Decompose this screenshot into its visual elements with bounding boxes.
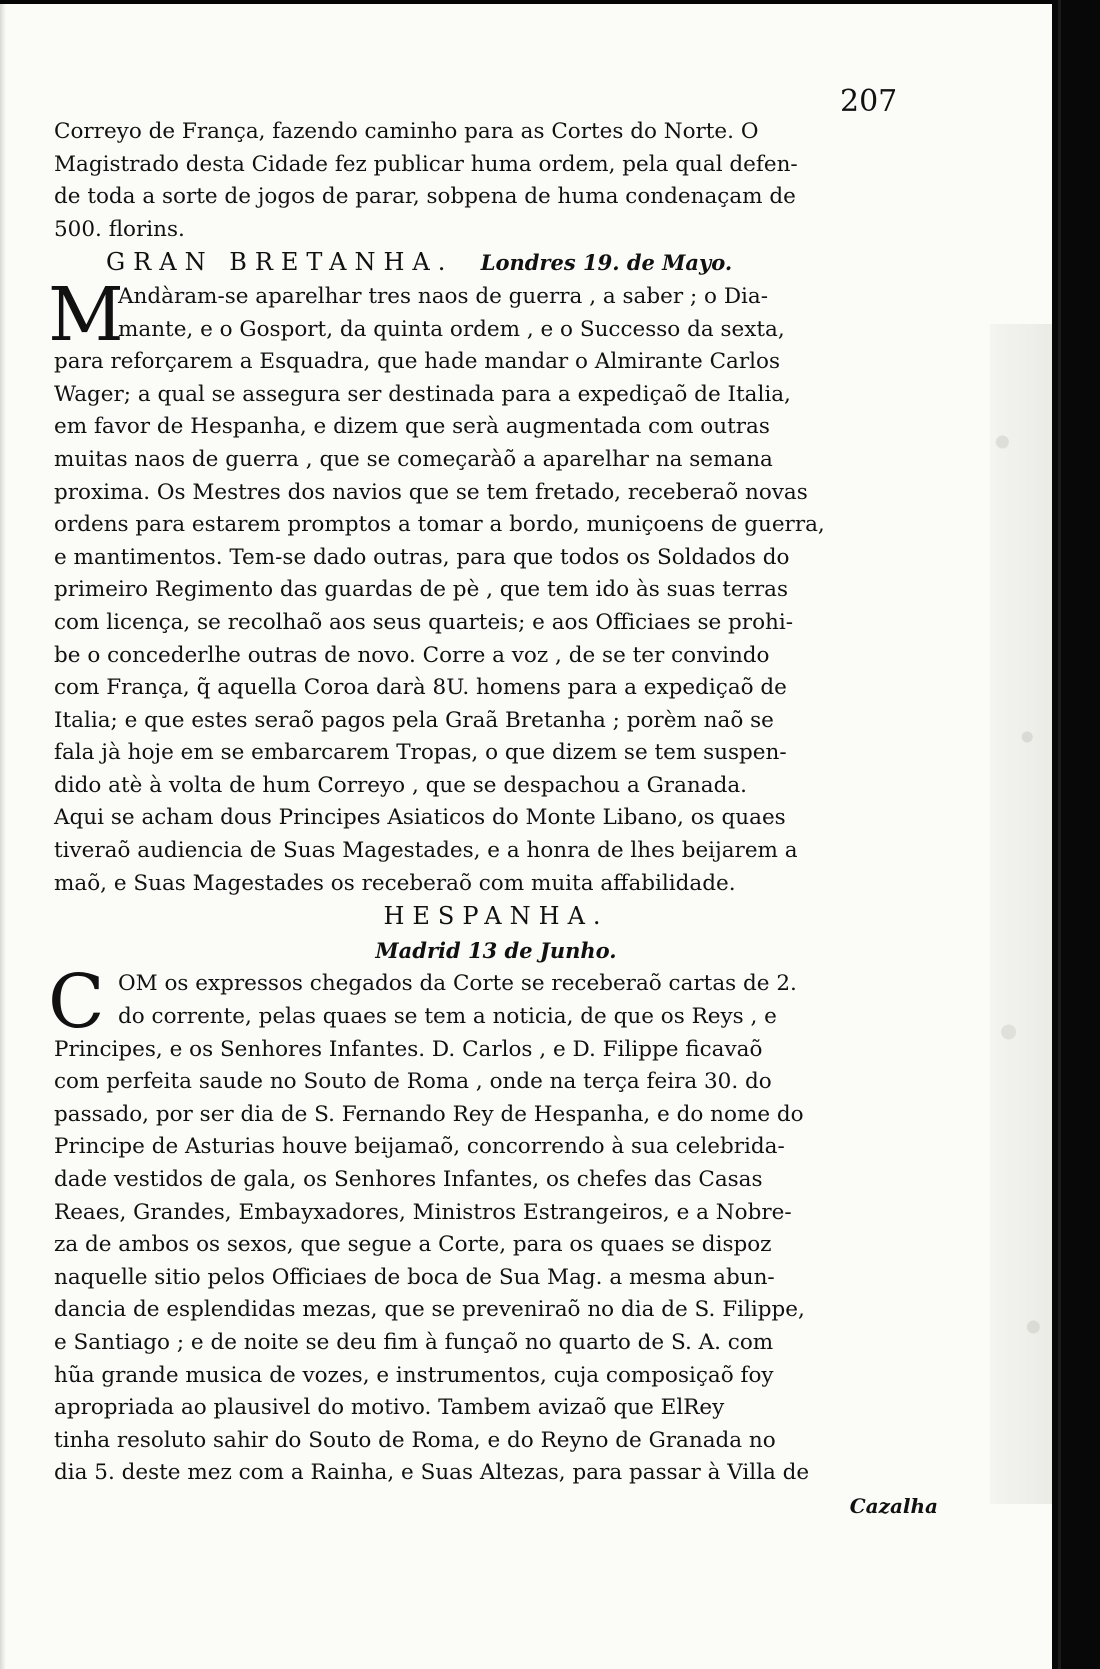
section-2-line: passado, por ser dia de S. Fernando Rey de Hespanha, e do nome do — [54, 1101, 804, 1127]
section-dateline: Madrid 13 de Junho. — [375, 937, 617, 963]
section-1-line: proxima. Os Mestres dos navios que se tem fretado, receberaõ novas — [54, 479, 808, 505]
page-number: 207 — [840, 84, 898, 119]
section-1-line: Wager; a qual se assegura ser destinada para a expediçaõ de Italia, — [54, 381, 791, 407]
section-heading-gran-bretanha — [54, 246, 938, 281]
section-1-line: fala jà hoje em se embarcarem Tropas, o que dizem se tem suspen- — [54, 740, 787, 766]
section-dateline-row — [54, 935, 938, 969]
section-2-line: Reaes, Grandes, Embayxadores, Ministros Estrangeiros, e a Nobre- — [54, 1199, 792, 1225]
section-title: HESPANHA. — [383, 902, 609, 931]
section-2-line: za de ambos os sexos, que segue a Corte, para os quaes se dispoz — [54, 1232, 772, 1258]
section-2-line: apropriada ao plausivel do motivo. Tambem avizaõ que ElRey — [54, 1395, 725, 1421]
article-body — [48, 116, 938, 1523]
section-2-line: do corrente, pelas quaes se tem a noticia, de que os Reys , e — [118, 1004, 777, 1030]
section-2-line: hũa grande musica de vozes, e instrumentos, cuja composiçaõ foy — [54, 1362, 774, 1388]
section-1-line: Andàram-se aparelhar tres naos de guerra , a saber ; o Dia- — [118, 283, 769, 309]
section-title: GRAN BRETANHA. — [106, 248, 454, 277]
section-2-line: dancia de esplendidas mezas, que se preveniraõ no dia de S. Filippe, — [54, 1297, 805, 1323]
section-2-line: Principes, e os Senhores Infantes. D. Carlos , e D. Filippe ficavaõ — [54, 1036, 763, 1062]
section-1-line: e mantimentos. Tem-se dado outras, para que todos os Soldados do — [54, 544, 790, 570]
paragraph-1-line: Correyo de França, fazendo caminho para as Cortes do Norte. O — [54, 119, 759, 144]
section-heading-hespanha — [54, 900, 938, 935]
section-1-line: ordens para estarem promptos a tomar a bordo, muniçoens de guerra, — [54, 512, 825, 538]
section-1-line: com licença, se recolhaõ aos seus quarteis; e aos Officiaes se prohi- — [54, 609, 794, 635]
section-2-line: OM os expressos chegados da Corte se receberaõ cartas de 2. — [118, 971, 797, 997]
drop-cap-letter: M — [48, 271, 124, 358]
show-through-bleed — [990, 324, 1052, 1504]
section-2-line: naquelle sitio pelos Officiaes de boca de Sua Mag. a mesma abun- — [54, 1264, 775, 1290]
paragraph-1-line: 500. florins. — [54, 216, 185, 242]
section-1-line: muitas naos de guerra , que se começaràõ a aparelhar na semana — [54, 446, 773, 472]
scan-dark-margin — [1052, 0, 1100, 1669]
section-1-line: mante, e o Gosport, da quinta ordem , e o Successo da sexta, — [118, 316, 785, 342]
section-2-line: dia 5. deste mez com a Rainha, e Suas Altezas, para passar à Villa de — [54, 1460, 810, 1486]
section-1-line: para reforçarem a Esquadra, que hade mandar o Almirante Carlos — [54, 349, 780, 375]
section-1-line: tiveraõ audiencia de Suas Magestades, e a honra de lhes beijarem a — [54, 838, 798, 864]
section-1-line: Aqui se acham dous Principes Asiaticos do Monte Libano, os quaes — [54, 805, 786, 831]
section-1-line: primeiro Regimento das guardas de pè , que tem ido às suas terras — [54, 577, 788, 603]
section-1-line: dido atè à volta de hum Correyo , que se despachou a Granada. — [54, 772, 747, 798]
section-2-line: e Santiago ; e de noite se deu fim à funçaõ no quarto de S. A. com — [54, 1329, 774, 1355]
catchword: Cazalha — [849, 1493, 938, 1518]
section-2-line: dade vestidos de gala, os Senhores Infantes, os chefes das Casas — [54, 1167, 763, 1192]
section-1-line: maõ, e Suas Magestades os receberaõ com muita affabilidade. — [54, 870, 736, 896]
paragraph-1-line: Magistrado desta Cidade fez publicar huma ordem, pela qual defen- — [54, 151, 798, 177]
section-2-line: com perfeita saude no Souto de Roma , onde na terça feira 30. do — [54, 1069, 772, 1095]
newspaper-page — [0, 4, 1052, 1669]
section-1-line: be o concederlhe outras de novo. Corre a voz , de se ter convindo — [54, 642, 770, 668]
drop-cap-letter: C — [48, 959, 105, 1046]
page-left-edge-shadow — [0, 4, 6, 1669]
section-1-line: com França, q̃ aquella Coroa darà 8U. homens para a expediçaõ de — [54, 675, 787, 701]
section-1-line: Italia; e que estes seraõ pagos pela Graã Bretanha ; porèm naõ se — [54, 707, 774, 733]
section-2-line: tinha resoluto sahir do Souto de Roma, e do Reyno de Granada no — [54, 1427, 776, 1453]
section-2-line: Principe de Asturias houve beijamaõ, concorrendo à sua celebrida- — [54, 1134, 785, 1160]
paragraph-1-line: de toda a sorte de jogos de parar, sobpena de huma condenaçam de — [54, 184, 796, 210]
section-1-line: em favor de Hespanha, e dizem que serà augmentada com outras — [54, 414, 770, 440]
section-dateline: Londres 19. de Mayo. — [480, 250, 733, 276]
